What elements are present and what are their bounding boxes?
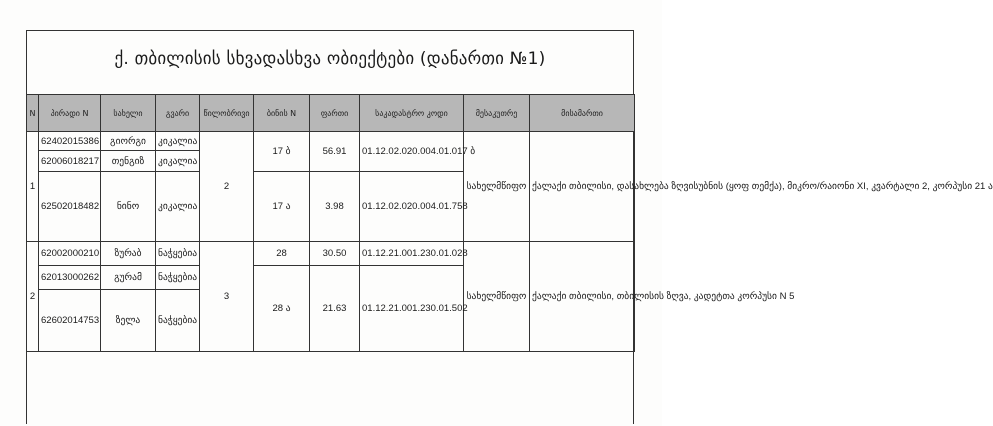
personal-no-cell: 62602014753 bbox=[39, 290, 101, 352]
area-cell: 56.91 bbox=[310, 132, 360, 172]
name-cell: გიორგი bbox=[101, 132, 156, 151]
name-cell: გურამ bbox=[101, 266, 156, 290]
share-cell: 3 bbox=[200, 242, 254, 352]
row-number: 1 bbox=[27, 132, 39, 242]
header-ownership: მესაკუთრე bbox=[464, 95, 530, 132]
surname-cell: კიკალია bbox=[156, 151, 200, 172]
header-surname: გვარი bbox=[156, 95, 200, 132]
table-row bbox=[27, 132, 635, 151]
personal-no-cell: 62013000262 bbox=[39, 266, 101, 290]
name-cell: ნინო bbox=[101, 172, 156, 242]
building-no-cell: 28 bbox=[254, 242, 310, 266]
cadastral-cell: 01.12.21.001.230.01.502 bbox=[360, 266, 464, 352]
objects-table bbox=[26, 94, 993, 352]
header-name: სახელი bbox=[101, 95, 156, 132]
document-title: ქ. თბილისის სხვადასხვა ობიექტები (დანართი №1) bbox=[114, 49, 546, 69]
area-cell: 3.98 bbox=[310, 172, 360, 242]
cadastral-cell: 01.12.02.020.004.01.017 ბ bbox=[360, 132, 464, 172]
building-no-cell: 28 ა bbox=[254, 266, 310, 352]
header-area: ფართი bbox=[310, 95, 360, 132]
header-cadastral: საკადასტრო კოდი bbox=[360, 95, 464, 132]
address-cell: ქალაქი თბილისი, თბილისის ზღვა, კადეტთა კორპუსი N 5 bbox=[530, 242, 635, 352]
header-personal-no: პირადი N bbox=[39, 95, 101, 132]
name-cell: თენგიზ bbox=[101, 151, 156, 172]
personal-no-cell: 62402015386 bbox=[39, 132, 101, 151]
area-cell: 21.63 bbox=[310, 266, 360, 352]
address-cell: ქალაქი თბილისი, დასახლება ზღვისუბნის (ყოფ თემქა), მიკრო/რაიონი XI, კვარტალი 2, კორპუსი 21 ა bbox=[530, 132, 635, 242]
building-no-cell: 17 ა bbox=[254, 172, 310, 242]
header-no: N bbox=[27, 95, 39, 132]
surname-cell: ნაჭყებია bbox=[156, 290, 200, 352]
ownership-cell: სახელმწიფო bbox=[464, 242, 530, 352]
surname-cell: კიკალია bbox=[156, 132, 200, 151]
surname-cell: ნაჭყებია bbox=[156, 242, 200, 266]
row-number: 2 bbox=[27, 242, 39, 352]
surname-cell: კიკალია bbox=[156, 172, 200, 242]
surname-cell: ნაჭყებია bbox=[156, 266, 200, 290]
cadastral-cell: 01.12.02.020.004.01.758 bbox=[360, 172, 464, 242]
header-share: წილობრივი bbox=[200, 95, 254, 132]
personal-no-cell: 62002000210 bbox=[39, 242, 101, 266]
header-building-no: ბინის N bbox=[254, 95, 310, 132]
personal-no-cell: 62006018217 bbox=[39, 151, 101, 172]
cadastral-cell: 01.12.21.001.230.01.028 bbox=[360, 242, 464, 266]
share-cell: 2 bbox=[200, 132, 254, 242]
name-cell: ზელა bbox=[101, 290, 156, 352]
header-address: მისამართი bbox=[530, 95, 635, 132]
name-cell: ზურაბ bbox=[101, 242, 156, 266]
building-no-cell: 17 ბ bbox=[254, 132, 310, 172]
ownership-cell: სახელმწიფო bbox=[464, 132, 530, 242]
table-row bbox=[27, 242, 635, 266]
personal-no-cell: 62502018482 bbox=[39, 172, 101, 242]
header-row bbox=[27, 95, 635, 132]
area-cell: 30.50 bbox=[310, 242, 360, 266]
